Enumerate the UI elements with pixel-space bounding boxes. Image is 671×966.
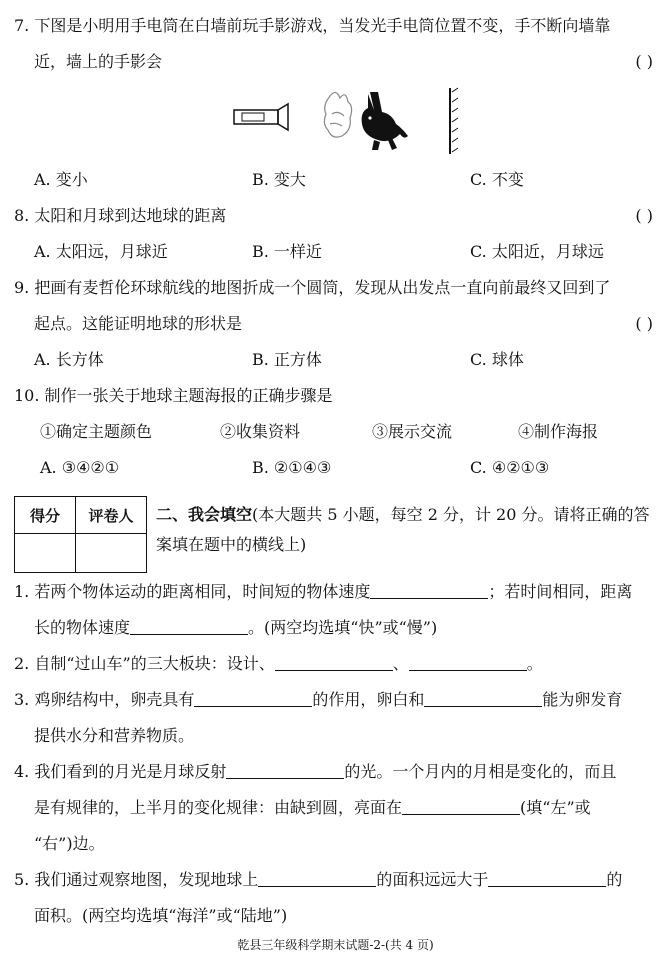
q7-answer-paren[interactable]: ( ) xyxy=(635,52,653,71)
q10-option-b[interactable]: B. ②①④③ xyxy=(252,458,332,477)
q10-option-c[interactable]: C. ④②①③ xyxy=(470,458,550,477)
q8-option-b[interactable]: B. 一样近 xyxy=(252,242,322,261)
grader-cell[interactable] xyxy=(76,534,147,573)
fill-q4-text-d: (填“左”或 xyxy=(520,798,591,817)
q10-step-3: ③展示交流 xyxy=(372,422,453,441)
q10-step-2: ②收集资料 xyxy=(220,422,301,441)
fill-q5-text-c: 的 xyxy=(606,870,623,889)
score-cell[interactable] xyxy=(15,534,76,573)
fill-q1-text-c: 长的物体速度 xyxy=(34,618,131,637)
fill-q4-blank-2[interactable] xyxy=(402,796,520,815)
fill-q4-line2 xyxy=(34,796,591,820)
q8-option-c[interactable]: C. 太阳近，月球远 xyxy=(470,242,604,261)
q9-option-c[interactable]: C. 球体 xyxy=(470,350,524,369)
flashlight-shadow-illustration xyxy=(232,84,462,156)
fill-q5-text-b: 的面积远远大于 xyxy=(376,870,489,889)
fill-q3-blank-2[interactable] xyxy=(424,688,542,707)
fill-q2-text-a: 2. 自制“过山车”的三大板块：设计、 xyxy=(14,654,275,673)
q8-stem: 8. 太阳和月球到达地球的距离 xyxy=(14,206,227,225)
fill-q3-text-a: 3. 鸡卵结构中，卵壳具有 xyxy=(14,690,195,709)
fill-q5-blank-1[interactable] xyxy=(258,868,376,887)
q9-answer-paren[interactable]: ( ) xyxy=(635,314,653,333)
section-2-title: 二、我会填空 xyxy=(156,505,253,524)
fill-q4-text-c: 是有规律的，上半月的变化规律：由缺到圆，亮面在 xyxy=(34,798,403,817)
fill-q4-line3: “右”)边。 xyxy=(34,834,105,853)
wall-icon xyxy=(450,88,458,154)
q10-option-a[interactable]: A. ③④②① xyxy=(40,458,120,477)
fill-q1-text-d: 。(两空均选填“快”或“慢”) xyxy=(248,618,438,637)
fill-q4-text-b: 的光。一个月内的月相是变化的，而且 xyxy=(344,762,617,781)
fill-q4-blank-1[interactable] xyxy=(226,760,344,779)
grader-header: 评卷人 xyxy=(76,497,147,534)
q8-option-a[interactable]: A. 太阳远，月球近 xyxy=(34,242,168,261)
fill-q1-blank-1[interactable] xyxy=(370,580,488,599)
fill-q3-text-c: 能为卵发育 xyxy=(542,690,623,709)
section-2-heading xyxy=(156,500,660,560)
page-footer: 乾县三年级科学期末试题-2-(共 4 页) xyxy=(237,938,434,952)
fill-q1-line2 xyxy=(34,616,437,640)
score-header: 得分 xyxy=(15,497,76,534)
fill-q3-blank-1[interactable] xyxy=(194,688,312,707)
fill-q2-text-b: 、 xyxy=(392,654,409,673)
fill-q2-text-c: 。 xyxy=(526,654,543,673)
q9-option-a[interactable]: A. 长方体 xyxy=(34,350,104,369)
q7-stem-line2: 近，墙上的手影会 xyxy=(34,52,163,71)
score-table xyxy=(14,496,147,573)
fill-q5-blank-2[interactable] xyxy=(488,868,606,887)
flashlight-icon xyxy=(234,104,288,130)
fill-q5-text-a: 5. 我们通过观察地图，发现地球上 xyxy=(14,870,259,889)
q10-stem: 10. 制作一张关于地球主题海报的正确步骤是 xyxy=(14,386,333,405)
q7-option-c[interactable]: C. 不变 xyxy=(470,170,524,189)
q7-stem-line1: 7. 下图是小明用手电筒在白墙前玩手影游戏，当发光手电筒位置不变，手不断向墙靠 xyxy=(14,16,611,35)
q9-stem-line2: 起点。这能证明地球的形状是 xyxy=(34,314,243,333)
section-2-description: (本大题共 5 小题，每空 2 分，计 20 分。请将正确的答案填在题中的横线上) xyxy=(156,505,650,554)
fill-q2-line xyxy=(14,652,543,676)
fill-q5-line2: 面积。(两空均选填“海洋”或“陆地”) xyxy=(34,906,288,925)
fill-q1-blank-2[interactable] xyxy=(130,616,248,635)
q7-option-a[interactable]: A. 变小 xyxy=(34,170,88,189)
q8-answer-paren[interactable]: ( ) xyxy=(635,206,653,225)
fill-q2-blank-2[interactable] xyxy=(409,652,527,671)
fill-q2-blank-1[interactable] xyxy=(275,652,393,671)
q9-stem-line1: 9. 把画有麦哲伦环球航线的地图折成一个圆筒，发现从出发点一直向前最终又回到了 xyxy=(14,278,611,297)
q10-step-4: ④制作海报 xyxy=(518,422,599,441)
fill-q1-text-a: 1. 若两个物体运动的距离相同，时间短的物体速度 xyxy=(14,582,371,601)
fill-q4-text-a: 4. 我们看到的月光是月球反射 xyxy=(14,762,227,781)
q7-option-b[interactable]: B. 变大 xyxy=(252,170,306,189)
fill-q1-text-b: ；若时间相同，距离 xyxy=(488,582,633,601)
fill-q5-line1 xyxy=(14,868,622,892)
fill-q3-text-b: 的作用，卵白和 xyxy=(312,690,425,709)
q9-option-b[interactable]: B. 正方体 xyxy=(252,350,322,369)
hand-outline-icon xyxy=(324,92,351,137)
fill-q3-line2: 提供水分和营养物质。 xyxy=(34,726,195,745)
fill-q4-line1 xyxy=(14,760,616,784)
fill-q1-line1 xyxy=(14,580,632,604)
rabbit-shadow-icon xyxy=(362,92,408,150)
q10-step-1: ①确定主题颜色 xyxy=(40,422,153,441)
fill-q3-line1 xyxy=(14,688,622,712)
